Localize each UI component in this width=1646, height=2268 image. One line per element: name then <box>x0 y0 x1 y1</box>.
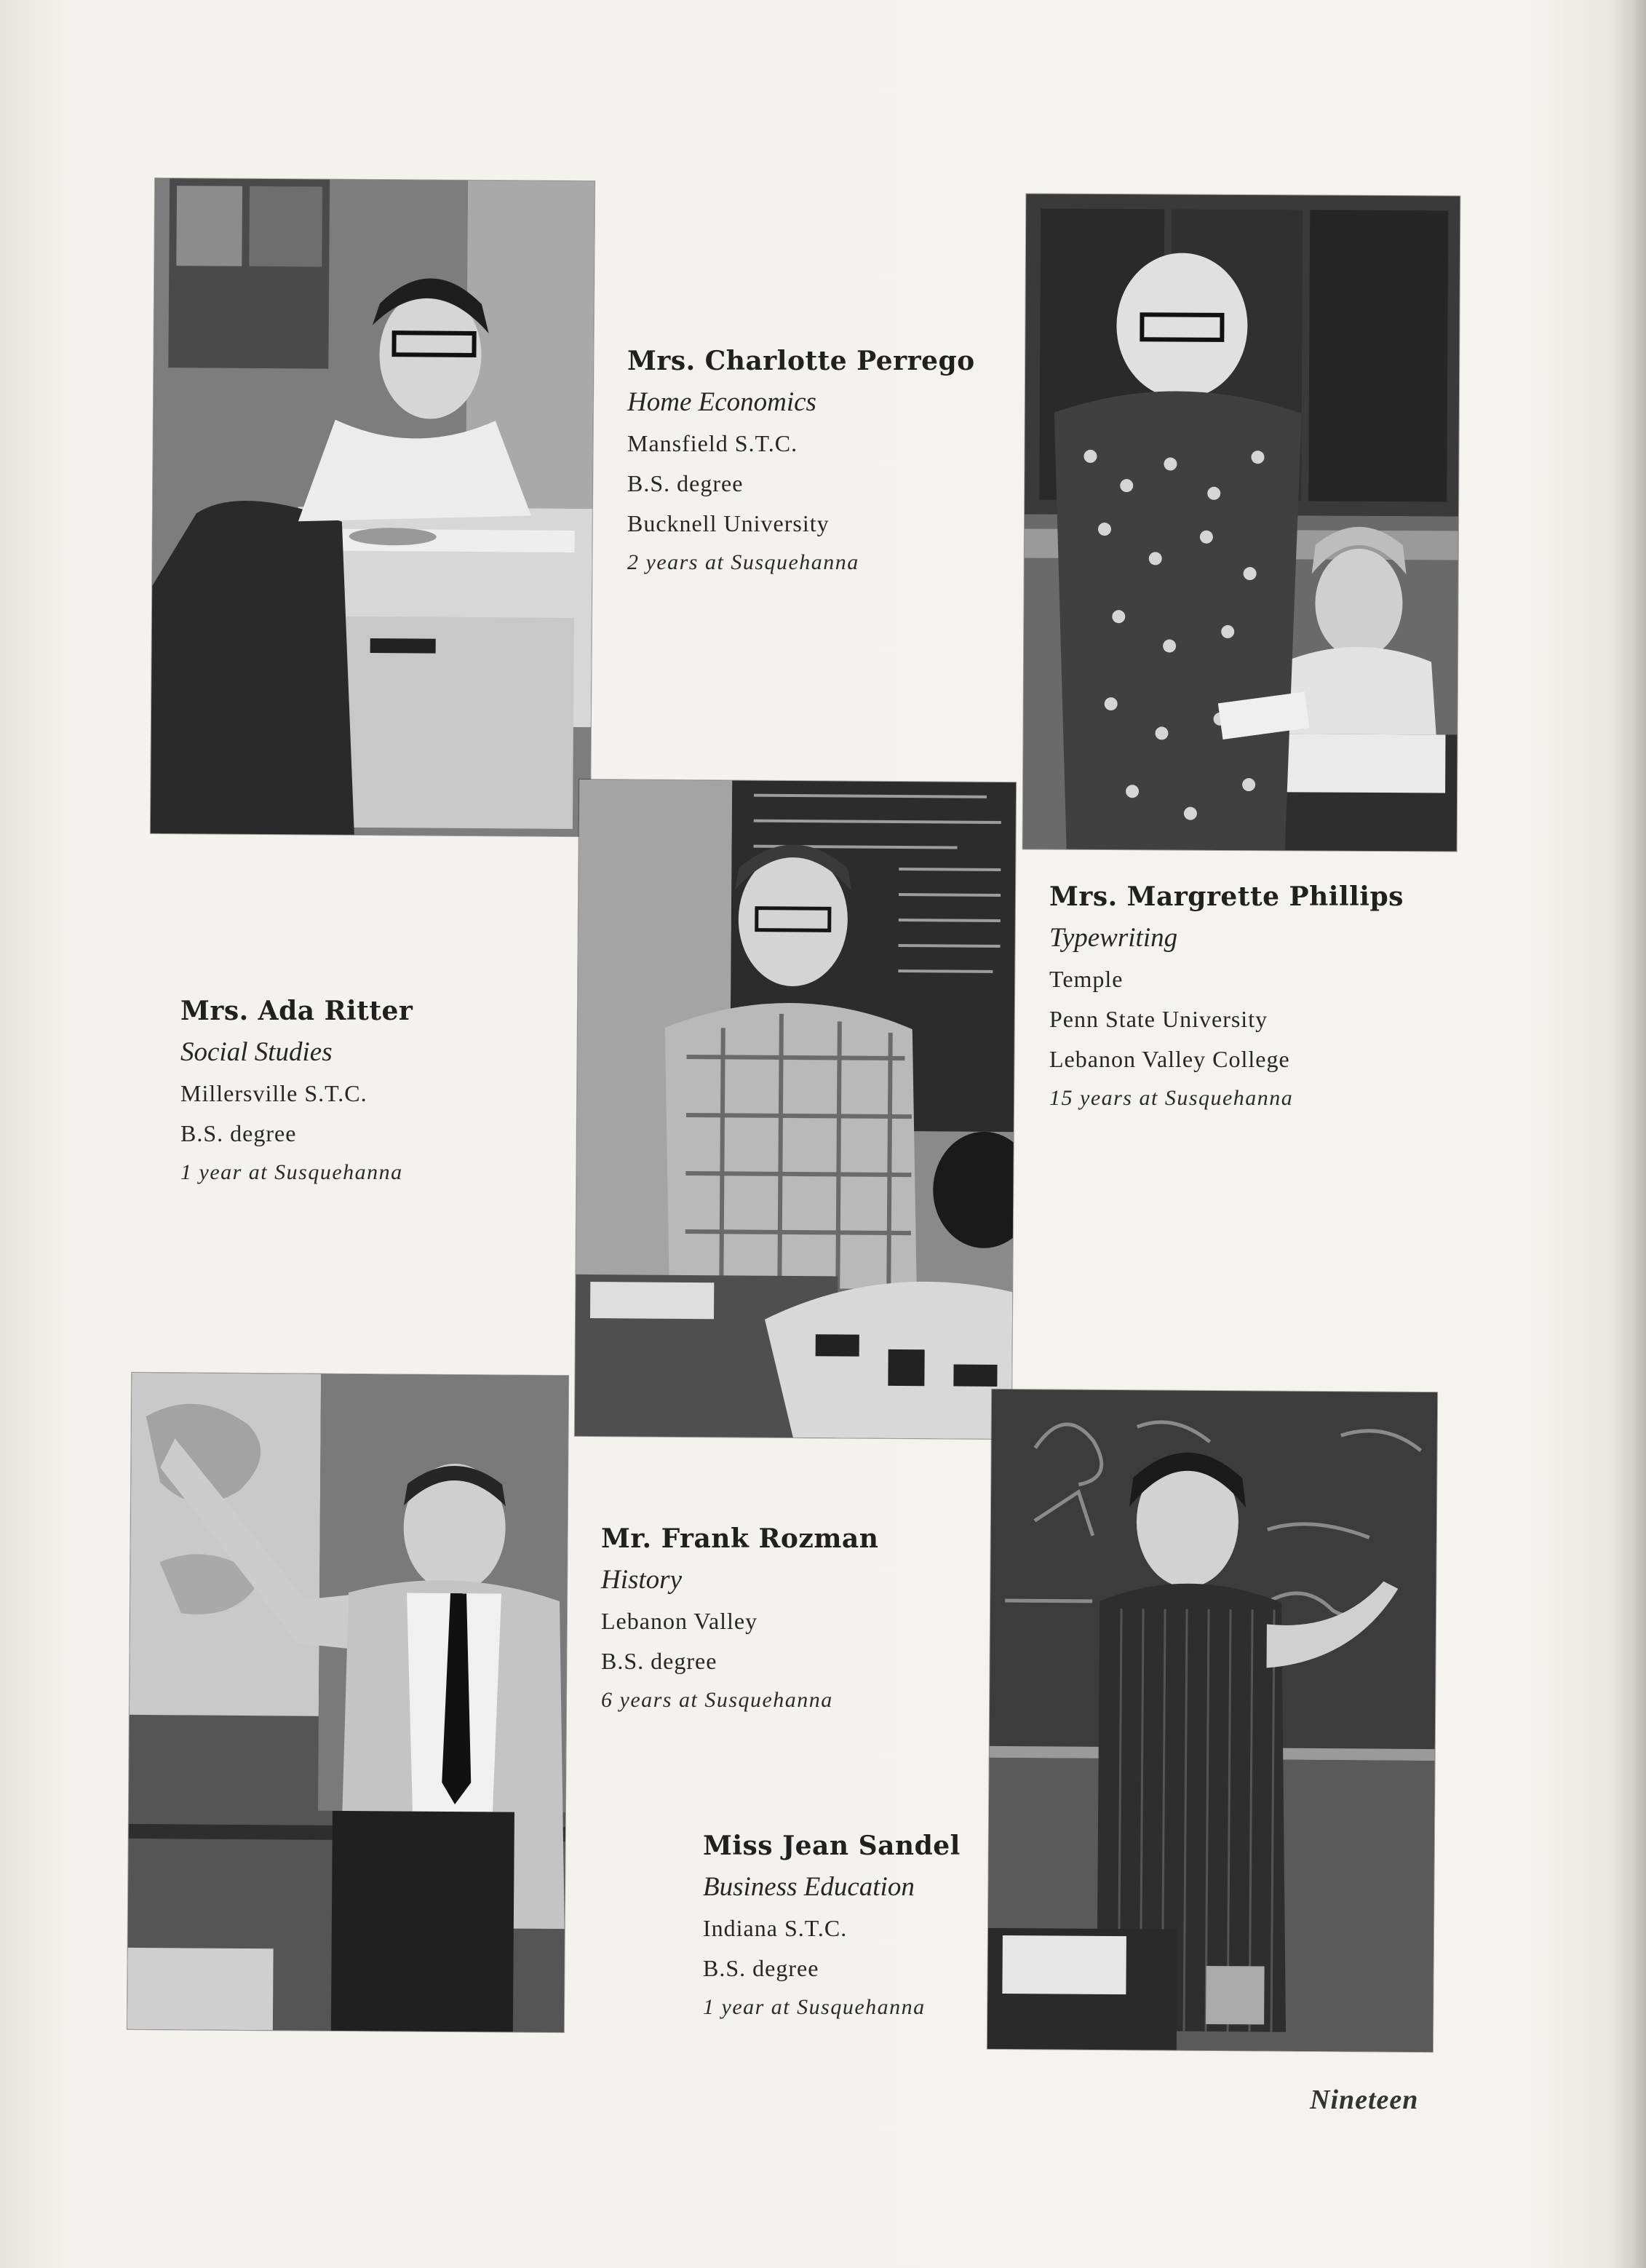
faculty-subject: Home Economics <box>627 387 816 417</box>
caption-frank-rozman <box>601 1523 879 1712</box>
faculty-years: 2 years at Susquehanna <box>627 550 859 574</box>
faculty-name: Mrs. Ada Ritter <box>180 996 413 1026</box>
faculty-credential: B.S. degree <box>627 470 744 496</box>
faculty-credential: Bucknell University <box>627 510 830 536</box>
page-number: Nineteen <box>1310 2085 1419 2115</box>
photo-charlotte-perrego <box>151 178 595 836</box>
faculty-name: Mr. Frank Rozman <box>601 1523 879 1554</box>
faculty-subject: Social Studies <box>180 1037 333 1067</box>
faculty-credential: Indiana S.T.C. <box>703 1915 848 1941</box>
faculty-credential: Penn State University <box>1049 1006 1268 1032</box>
faculty-subject: Typewriting <box>1049 923 1178 953</box>
photo-jean-sandel <box>987 1389 1437 2052</box>
faculty-years: 6 years at Susquehanna <box>601 1688 833 1712</box>
faculty-years: 15 years at Susquehanna <box>1049 1086 1294 1110</box>
caption-jean-sandel <box>703 1833 961 2018</box>
caption-charlotte-perrego <box>627 348 975 574</box>
faculty-credential: Temple <box>1049 966 1124 992</box>
faculty-name: Mrs. Charlotte Perrego <box>627 346 975 376</box>
photo-margrette-phillips <box>1023 194 1460 851</box>
faculty-credential: B.S. degree <box>703 1955 819 1981</box>
photo-ada-ritter <box>575 780 1016 1439</box>
faculty-credential: Millersville S.T.C. <box>180 1080 367 1106</box>
faculty-credential: B.S. degree <box>180 1120 297 1146</box>
faculty-years: 1 year at Susquehanna <box>703 1995 926 2019</box>
faculty-subject: Business Education <box>703 1872 915 1902</box>
faculty-subject: History <box>601 1565 682 1595</box>
faculty-years: 1 year at Susquehanna <box>180 1160 403 1184</box>
faculty-name: Mrs. Margrette Phillips <box>1049 881 1404 912</box>
photo-frank-rozman <box>127 1373 568 2032</box>
caption-margrette-phillips <box>1049 881 1404 1110</box>
faculty-credential: Lebanon Valley <box>601 1608 758 1634</box>
faculty-name: Miss Jean Sandel <box>703 1831 961 1861</box>
caption-ada-ritter <box>180 998 413 1183</box>
faculty-credential: Mansfield S.T.C. <box>627 430 798 456</box>
faculty-credential: Lebanon Valley College <box>1049 1046 1290 1072</box>
faculty-credential: B.S. degree <box>601 1648 717 1674</box>
page-binding-edge <box>1611 0 1646 2268</box>
